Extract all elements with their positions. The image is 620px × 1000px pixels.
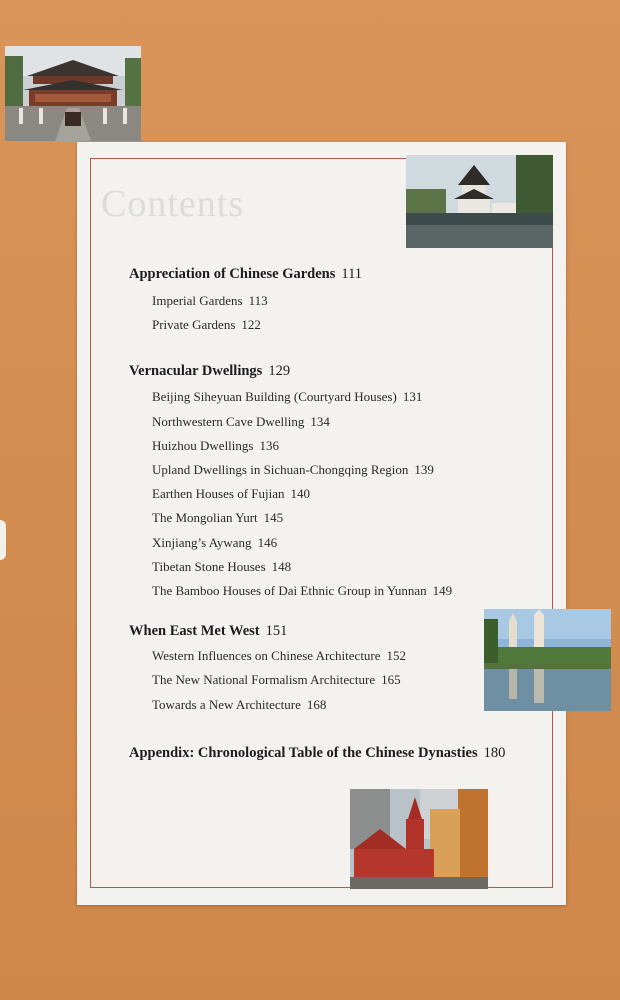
contents-page bbox=[77, 142, 566, 905]
pavilion-photo bbox=[406, 155, 553, 248]
toc-entry: Private Gardens 122 bbox=[152, 317, 261, 333]
thumb-edge bbox=[0, 520, 6, 560]
toc-entry: The Mongolian Yurt 145 bbox=[152, 510, 284, 526]
temple-photo bbox=[5, 46, 141, 141]
section-heading: Vernacular Dwellings 129 bbox=[129, 363, 291, 380]
pagodas-photo bbox=[484, 609, 611, 711]
toc-entry: The New National Formalism Architecture 165 bbox=[152, 672, 401, 688]
section-heading: Appendix: Chronological Table of the Chinese Dynasties 180 bbox=[129, 744, 506, 761]
toc-entry: Upland Dwellings in Sichuan-Chongqing Region 139 bbox=[152, 462, 434, 478]
toc-section-dwellings bbox=[129, 361, 546, 603]
toc-section-appendix bbox=[129, 743, 546, 763]
toc-section-gardens bbox=[129, 264, 546, 337]
toc-entry: Tibetan Stone Houses 148 bbox=[152, 558, 292, 574]
toc-entry: Towards a New Architecture 168 bbox=[152, 696, 327, 712]
toc-entry: Earthen Houses of Fujian 140 bbox=[152, 486, 311, 502]
toc-entry: Beijing Siheyuan Building (Courtyard Houses) 131 bbox=[152, 389, 423, 405]
church-photo bbox=[350, 789, 488, 889]
toc-entry: The Bamboo Houses of Dai Ethnic Group in Yunnan 149 bbox=[152, 583, 453, 599]
toc-entry: Xinjiang’s Aywang 146 bbox=[152, 534, 278, 550]
toc-entry: Northwestern Cave Dwelling 134 bbox=[152, 413, 330, 429]
toc-entry: Western Influences on Chinese Architecture 152 bbox=[152, 648, 407, 664]
section-heading: When East Met West 151 bbox=[129, 623, 288, 640]
ghost-heading: Contents bbox=[101, 183, 245, 225]
section-heading: Appreciation of Chinese Gardens 111 bbox=[129, 266, 363, 282]
toc-entry: Huizhou Dwellings 136 bbox=[152, 437, 279, 453]
toc-entry: Imperial Gardens 113 bbox=[152, 293, 268, 308]
